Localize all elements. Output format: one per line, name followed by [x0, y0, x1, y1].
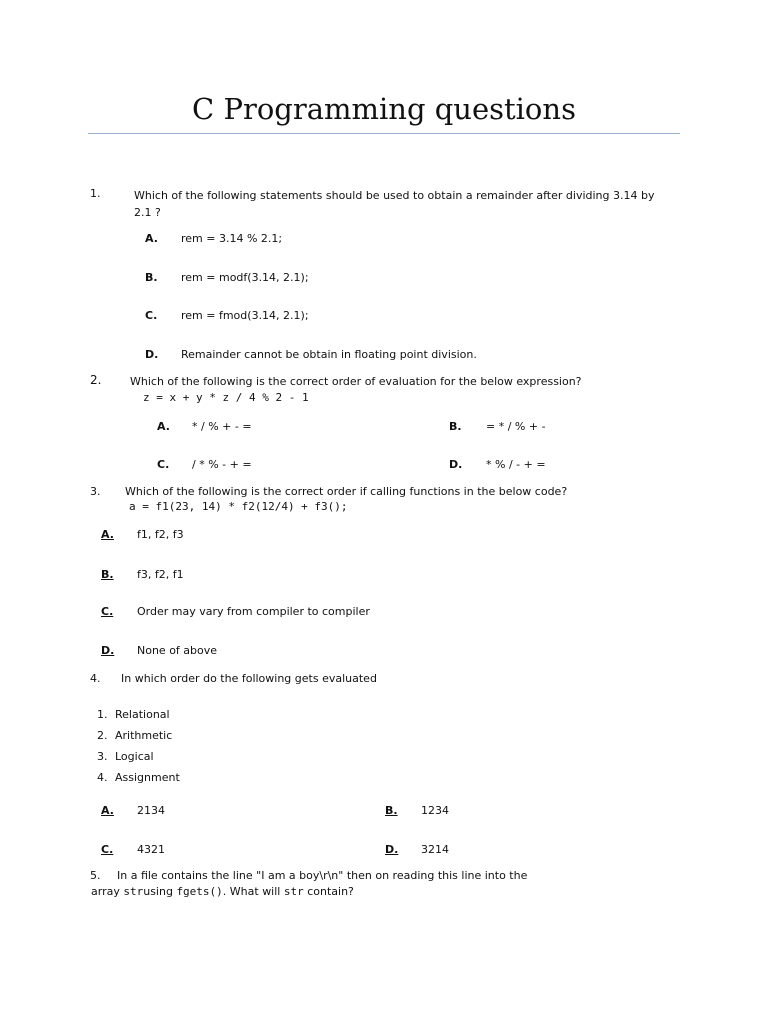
- option-text: = * / % + -: [486, 420, 546, 433]
- title-underline: [88, 133, 680, 134]
- option-text: 3214: [421, 843, 449, 856]
- question-number: 3.: [90, 485, 101, 498]
- question-text: In which order do the following gets evaluated: [121, 672, 377, 685]
- option-label: D.: [449, 458, 463, 471]
- question-text: In a file contains the line "I am a boy\r\n" then on reading this line into the: [117, 869, 528, 882]
- option-label: D.: [385, 843, 399, 856]
- list-item-number: 1.: [97, 708, 108, 721]
- option-text: * / % + - =: [192, 420, 252, 433]
- list-item: Logical: [115, 750, 154, 763]
- option-text: * % / - + =: [486, 458, 546, 471]
- option-text: None of above: [137, 644, 218, 657]
- option-text: Remainder cannot be obtain in floating point division.: [181, 348, 477, 361]
- option-label: C.: [145, 309, 158, 322]
- option-label: B.: [385, 804, 398, 817]
- option-text: Order may vary from compiler to compiler: [137, 605, 370, 618]
- option-text: f3, f2, f1: [137, 568, 184, 581]
- option-label: A.: [157, 420, 170, 433]
- option-label: A.: [101, 528, 114, 541]
- question-text: using: [143, 885, 177, 898]
- question-text: Which of the following is the correct order of evaluation for the below expression?: [130, 375, 582, 388]
- list-item: Arithmetic: [115, 729, 173, 742]
- question-text: Which of the following statements should be used to obtain a remainder after dividing 3.14 by: [134, 189, 655, 202]
- option-label: B.: [145, 271, 158, 284]
- question-text: contain?: [303, 885, 354, 898]
- question-text-line: [91, 885, 354, 898]
- question-number: 1.: [90, 187, 101, 200]
- question-text: array: [91, 885, 124, 898]
- option-text: / * % - + =: [192, 458, 252, 471]
- list-item: Assignment: [115, 771, 180, 784]
- option-label: A.: [101, 804, 114, 817]
- option-text: rem = modf(3.14, 2.1);: [181, 271, 309, 284]
- question-number: 2.: [90, 373, 102, 387]
- option-label: D.: [101, 644, 115, 657]
- list-item-number: 3.: [97, 750, 108, 763]
- list-item: Relational: [115, 708, 170, 721]
- code-expression: z = x + y * z / 4 % 2 - 1: [143, 391, 309, 404]
- code-inline: str: [283, 885, 304, 898]
- code-inline: str: [123, 885, 144, 898]
- question-text: Which of the following is the correct order if calling functions in the below code?: [125, 485, 568, 498]
- option-label: A.: [145, 232, 158, 245]
- option-text: rem = fmod(3.14, 2.1);: [181, 309, 309, 322]
- list-item-number: 4.: [97, 771, 108, 784]
- option-label: D.: [145, 348, 159, 361]
- code-inline: fgets(): [176, 885, 223, 898]
- option-text: f1, f2, f3: [137, 528, 184, 541]
- question-number: 4.: [90, 672, 101, 685]
- option-label: C.: [101, 605, 114, 618]
- option-text: rem = 3.14 % 2.1;: [181, 232, 283, 245]
- list-item-number: 2.: [97, 729, 108, 742]
- option-text: 4321: [137, 843, 165, 856]
- code-expression: a = f1(23, 14) * f2(12/4) + f3();: [129, 500, 348, 513]
- question-text: 2.1 ?: [134, 206, 161, 219]
- option-label: C.: [157, 458, 170, 471]
- option-label: B.: [449, 420, 462, 433]
- option-label: B.: [101, 568, 114, 581]
- option-label: C.: [101, 843, 114, 856]
- question-text: . What will: [222, 885, 284, 898]
- option-text: 1234: [421, 804, 449, 817]
- option-text: 2134: [137, 804, 165, 817]
- question-number: 5.: [90, 869, 101, 882]
- page-title: C Programming questions: [192, 92, 576, 126]
